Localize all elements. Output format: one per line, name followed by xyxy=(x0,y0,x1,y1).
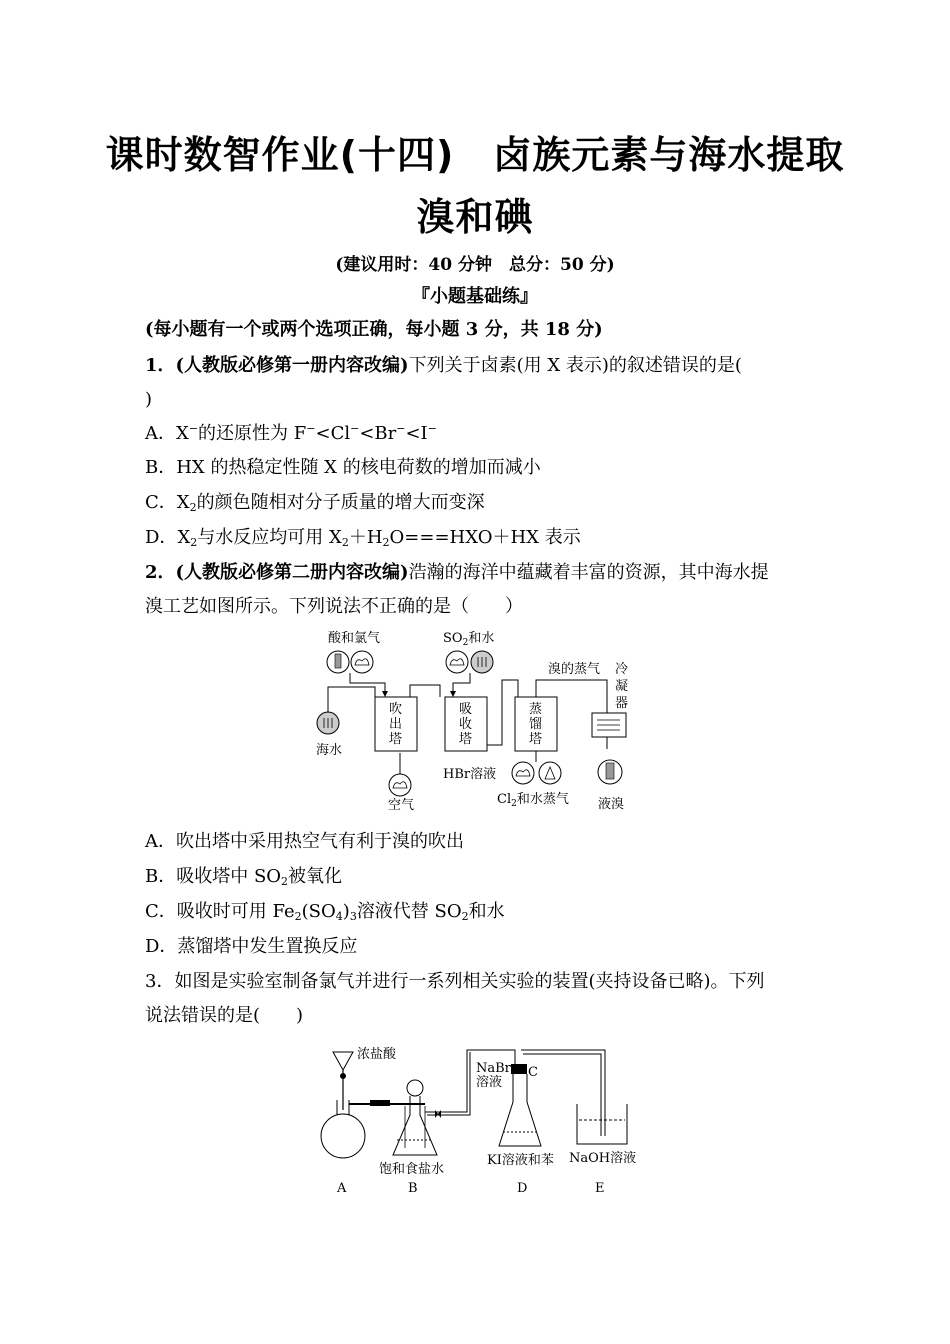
label-saturated-brine: 饱和食盐水 xyxy=(379,1162,445,1177)
svg-text:器: 器 xyxy=(615,696,629,711)
q1-option-d: D．$X_2$与水反应均可用 $X_2+H_2O===HXO+HX$ 表示 xyxy=(145,527,581,549)
label-conc-hcl: 浓盐酸 xyxy=(357,1047,397,1062)
dropping-funnel xyxy=(333,1052,353,1070)
time-score-info: (建议用时：40 分钟 总分：50 分) xyxy=(335,255,615,275)
q1-option-c: C．$X_2$的颜色随相对分子质量的增大而变深 xyxy=(145,492,485,514)
svg-text:塔: 塔 xyxy=(389,732,403,747)
svg-text:塔: 塔 xyxy=(529,732,543,747)
q2-option-d: D．蒸馏塔中发生置换反应 xyxy=(145,936,358,957)
q3-stem-2: 说法错误的是( ) xyxy=(145,1005,304,1026)
chlorine-apparatus-diagram xyxy=(315,1040,645,1200)
svg-text:馏: 馏 xyxy=(529,717,543,732)
q2-option-a: A．吹出塔中采用热空气有利于溴的吹出 xyxy=(145,831,464,852)
instruction: (每小题有一个或两个选项正确，每小题 3 分，共 18 分) xyxy=(145,319,603,340)
label-A: A xyxy=(337,1181,347,1196)
label-acid-chlorine: 酸和氯气 xyxy=(328,631,381,646)
svg-text:凝: 凝 xyxy=(615,679,629,694)
svg-text:冷: 冷 xyxy=(615,662,629,677)
q1-option-a: A．X−的还原性为 F−<Cl−<Br−<I− xyxy=(145,422,437,444)
label-D: D xyxy=(517,1181,528,1196)
conical-flask-d xyxy=(499,1074,541,1146)
label-bromine-vapor: 溴的蒸气 xyxy=(548,662,601,677)
cl2-icon xyxy=(512,762,534,784)
label-liquid-bromine: 液溴 xyxy=(598,797,625,812)
q1-source: (人教版必修第一册内容改编) xyxy=(175,355,409,376)
q2-stem: 2．(人教版必修第二册内容改编)浩瀚的海洋中蕴藏着丰富的资源，其中海水提 xyxy=(145,562,769,583)
air-icon xyxy=(389,774,411,796)
q2-option-c: C．吸收时可用 $Fe_2(SO_4)_3$溶液代替 $SO_2$和水 xyxy=(145,901,505,923)
svg-text:塔: 塔 xyxy=(459,732,473,747)
beaker-e xyxy=(577,1104,627,1144)
label-so2-water: $SO_2$和水 xyxy=(443,631,495,648)
page-title-line1: 课时数智作业(十四) 卤族元素与海水提取 xyxy=(105,133,845,177)
q1-stem xyxy=(145,354,810,378)
label-E: E xyxy=(595,1181,605,1196)
svg-text:吸: 吸 xyxy=(459,702,473,717)
section-header: 『小题基础练』 xyxy=(412,286,538,307)
bromine-extraction-diagram xyxy=(310,625,640,815)
chlorine-icon xyxy=(351,651,373,673)
q3-stem: 3．如图是实验室制备氯气并进行一系列相关实验的装置(夹持设备已略)。下列 xyxy=(145,971,765,992)
svg-text:收: 收 xyxy=(459,717,473,732)
so2-icon xyxy=(446,651,468,673)
label-naoh: NaOH溶液 xyxy=(569,1151,637,1166)
label-nabr: NaBr xyxy=(476,1061,511,1076)
q2-option-b: B．吸收塔中 $SO_2$被氧化 xyxy=(145,866,343,888)
svg-text:吹: 吹 xyxy=(389,702,403,717)
label-seawater: 海水 xyxy=(316,743,343,758)
svg-text:蒸: 蒸 xyxy=(529,702,543,717)
steam-icon xyxy=(539,762,561,784)
label-hbr: HBr溶液 xyxy=(443,767,497,782)
round-bottom-flask xyxy=(321,1114,365,1158)
label-cl2-steam: $Cl_2$和水蒸气 xyxy=(497,792,569,809)
q1-option-b: B．HX 的热稳定性随 X 的核电荷数的增加而减小 xyxy=(145,457,541,478)
label-C: C xyxy=(528,1065,538,1080)
label-B: B xyxy=(408,1181,418,1196)
q1-stem-end: ) xyxy=(145,389,153,410)
label-air: 空气 xyxy=(388,798,415,813)
q1-num: 1． xyxy=(145,355,176,376)
q1-stem-text: 下列关于卤素(用 X 表示)的叙述错误的是( xyxy=(408,355,742,376)
svg-text:出: 出 xyxy=(389,717,403,732)
label-ki-benzene: KI溶液和苯 xyxy=(487,1153,554,1168)
label-solution: 溶液 xyxy=(476,1075,503,1090)
page-title-line2: 溴和碘 xyxy=(416,195,534,239)
q2-stem-2: 溴工艺如图所示。下列说法不正确的是（ ） xyxy=(145,596,523,617)
